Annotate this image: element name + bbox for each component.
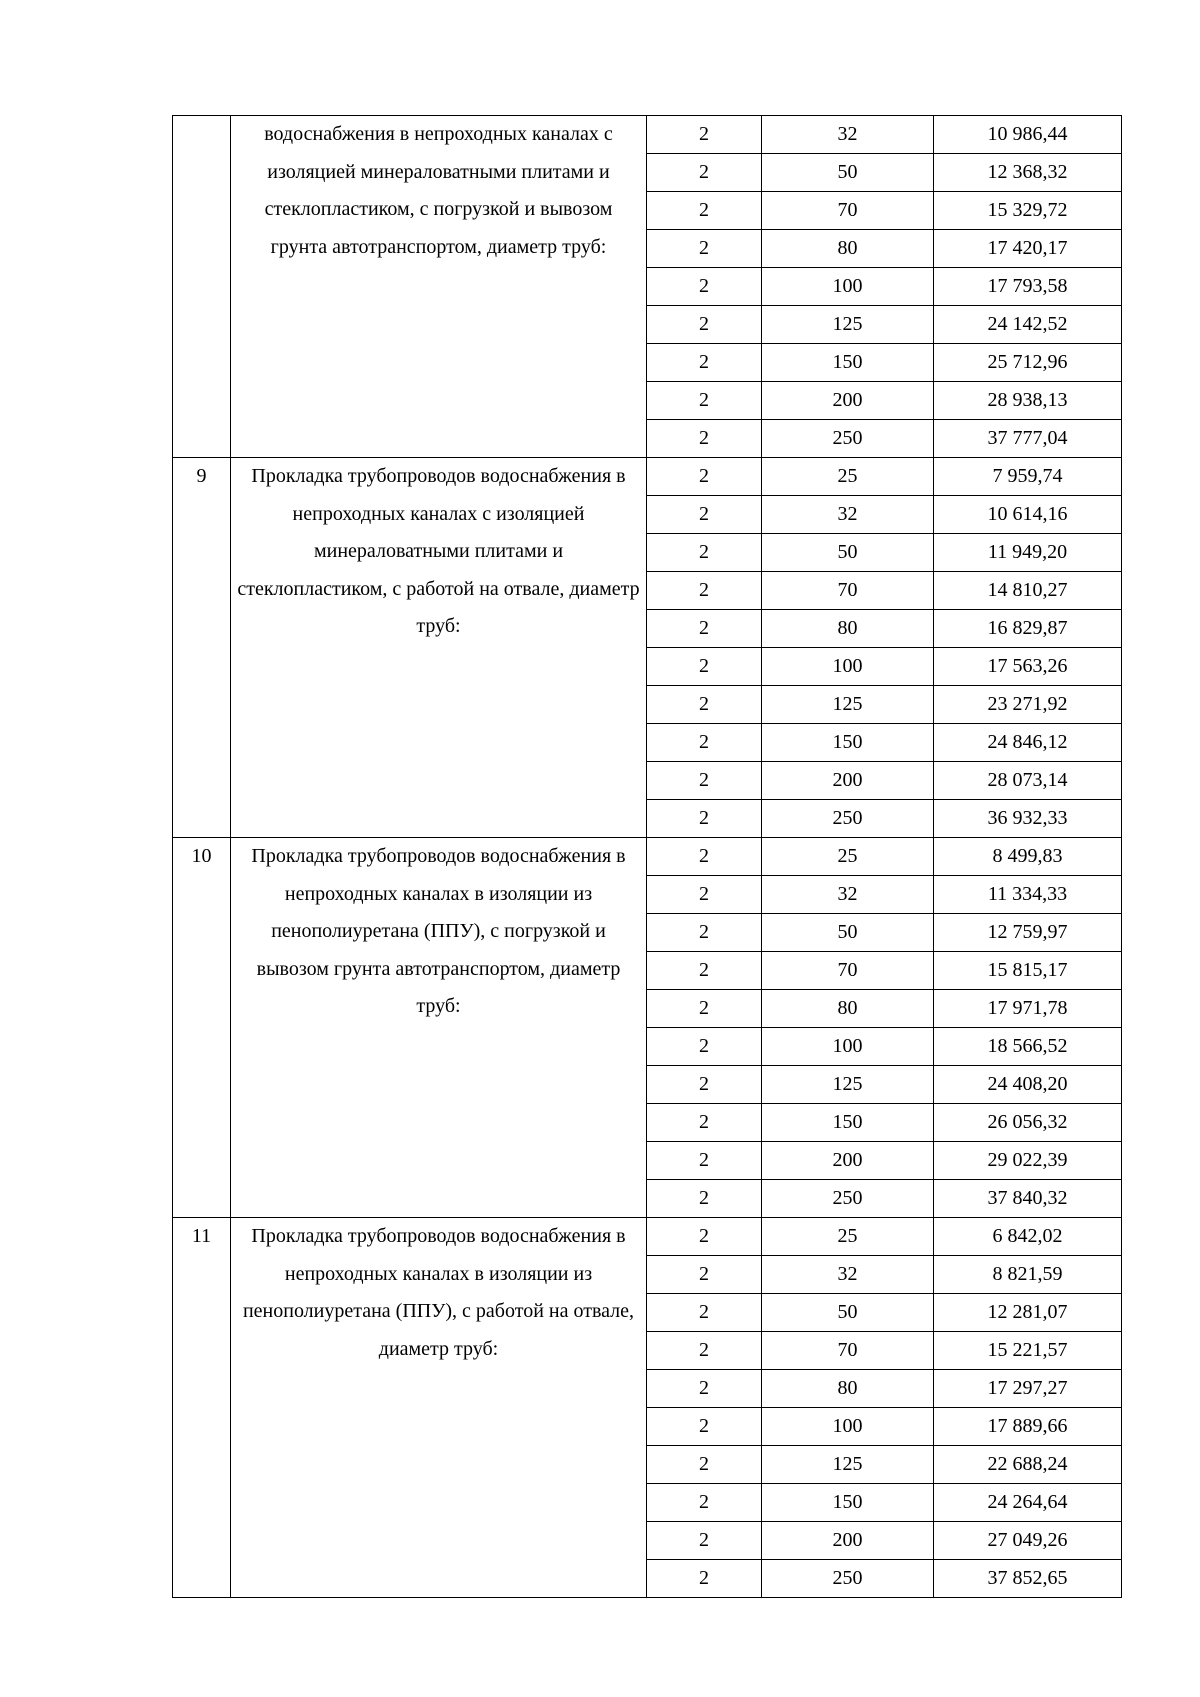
diameter-cell: 250 xyxy=(762,800,934,838)
item-description-cell xyxy=(231,1218,647,1598)
quantity-cell: 2 xyxy=(647,230,762,268)
diameter-cell: 32 xyxy=(762,116,934,154)
price-cell: 6 842,02 xyxy=(934,1218,1122,1256)
item-description: водоснабжения в непроходных каналах с изоляцией минераловатными плитами и стеклопластиком, с погрузкой и вывозом грунта автотранспортом, диаметр труб: xyxy=(264,123,613,258)
item-description: Прокладка трубопроводов водоснабжения в непроходных каналах с изоляцией минераловатными плитами и стеклопластиком, с работой на отвале, диаметр труб: xyxy=(237,465,640,638)
diameter-cell: 70 xyxy=(762,1332,934,1370)
diameter-cell: 70 xyxy=(762,572,934,610)
quantity-cell: 2 xyxy=(647,1446,762,1484)
price-cell: 17 971,78 xyxy=(934,990,1122,1028)
price-cell: 23 271,92 xyxy=(934,686,1122,724)
quantity-cell: 2 xyxy=(647,1066,762,1104)
quantity-cell: 2 xyxy=(647,1294,762,1332)
diameter-cell: 25 xyxy=(762,458,934,496)
table-row xyxy=(173,458,1122,496)
quantity-cell: 2 xyxy=(647,496,762,534)
diameter-cell: 150 xyxy=(762,724,934,762)
price-cell: 37 840,32 xyxy=(934,1180,1122,1218)
price-cell: 17 563,26 xyxy=(934,648,1122,686)
price-cell: 22 688,24 xyxy=(934,1446,1122,1484)
price-cell: 15 815,17 xyxy=(934,952,1122,990)
diameter-cell: 80 xyxy=(762,230,934,268)
price-cell: 15 329,72 xyxy=(934,192,1122,230)
diameter-cell: 125 xyxy=(762,1066,934,1104)
quantity-cell: 2 xyxy=(647,344,762,382)
table-body xyxy=(173,116,1122,1598)
diameter-cell: 200 xyxy=(762,1142,934,1180)
diameter-cell: 80 xyxy=(762,1370,934,1408)
price-cell: 15 221,57 xyxy=(934,1332,1122,1370)
price-cell: 36 932,33 xyxy=(934,800,1122,838)
price-cell: 12 759,97 xyxy=(934,914,1122,952)
diameter-cell: 100 xyxy=(762,268,934,306)
diameter-cell: 80 xyxy=(762,990,934,1028)
quantity-cell: 2 xyxy=(647,724,762,762)
diameter-cell: 200 xyxy=(762,382,934,420)
diameter-cell: 32 xyxy=(762,1256,934,1294)
price-cell: 8 821,59 xyxy=(934,1256,1122,1294)
diameter-cell: 250 xyxy=(762,1180,934,1218)
diameter-cell: 200 xyxy=(762,762,934,800)
item-number: 9 xyxy=(173,458,231,838)
quantity-cell: 2 xyxy=(647,1256,762,1294)
diameter-cell: 125 xyxy=(762,1446,934,1484)
quantity-cell: 2 xyxy=(647,1028,762,1066)
quantity-cell: 2 xyxy=(647,116,762,154)
item-description-cell xyxy=(231,458,647,838)
quantity-cell: 2 xyxy=(647,838,762,876)
quantity-cell: 2 xyxy=(647,914,762,952)
diameter-cell: 200 xyxy=(762,1522,934,1560)
diameter-cell: 32 xyxy=(762,496,934,534)
price-cell: 37 852,65 xyxy=(934,1560,1122,1598)
price-cell: 37 777,04 xyxy=(934,420,1122,458)
quantity-cell: 2 xyxy=(647,686,762,724)
quantity-cell: 2 xyxy=(647,306,762,344)
price-cell: 24 142,52 xyxy=(934,306,1122,344)
table-row xyxy=(173,838,1122,876)
item-description: Прокладка трубопроводов водоснабжения в непроходных каналах в изоляции из пенополиуретана (ППУ), с погрузкой и вывозом грунта автотранспортом, диаметр труб: xyxy=(251,845,626,1018)
diameter-cell: 80 xyxy=(762,610,934,648)
quantity-cell: 2 xyxy=(647,534,762,572)
quantity-cell: 2 xyxy=(647,990,762,1028)
price-cell: 10 986,44 xyxy=(934,116,1122,154)
quantity-cell: 2 xyxy=(647,458,762,496)
quantity-cell: 2 xyxy=(647,1560,762,1598)
diameter-cell: 100 xyxy=(762,1028,934,1066)
price-cell: 17 297,27 xyxy=(934,1370,1122,1408)
item-number xyxy=(173,116,231,458)
diameter-cell: 150 xyxy=(762,344,934,382)
price-table xyxy=(172,115,1122,1598)
diameter-cell: 250 xyxy=(762,420,934,458)
price-cell: 27 049,26 xyxy=(934,1522,1122,1560)
item-description: Прокладка трубопроводов водоснабжения в непроходных каналах в изоляции из пенополиуретана (ППУ), с работой на отвале, диаметр труб: xyxy=(242,1225,635,1360)
price-cell: 17 420,17 xyxy=(934,230,1122,268)
quantity-cell: 2 xyxy=(647,648,762,686)
price-cell: 8 499,83 xyxy=(934,838,1122,876)
diameter-cell: 125 xyxy=(762,686,934,724)
diameter-cell: 100 xyxy=(762,1408,934,1446)
price-cell: 14 810,27 xyxy=(934,572,1122,610)
diameter-cell: 25 xyxy=(762,1218,934,1256)
quantity-cell: 2 xyxy=(647,1484,762,1522)
quantity-cell: 2 xyxy=(647,1218,762,1256)
item-number: 10 xyxy=(173,838,231,1218)
price-cell: 24 264,64 xyxy=(934,1484,1122,1522)
diameter-cell: 50 xyxy=(762,914,934,952)
item-description-cell xyxy=(231,838,647,1218)
price-cell: 24 846,12 xyxy=(934,724,1122,762)
quantity-cell: 2 xyxy=(647,192,762,230)
diameter-cell: 100 xyxy=(762,648,934,686)
quantity-cell: 2 xyxy=(647,1332,762,1370)
quantity-cell: 2 xyxy=(647,952,762,990)
diameter-cell: 50 xyxy=(762,154,934,192)
quantity-cell: 2 xyxy=(647,1370,762,1408)
price-cell: 17 889,66 xyxy=(934,1408,1122,1446)
diameter-cell: 150 xyxy=(762,1104,934,1142)
diameter-cell: 250 xyxy=(762,1560,934,1598)
quantity-cell: 2 xyxy=(647,610,762,648)
quantity-cell: 2 xyxy=(647,572,762,610)
quantity-cell: 2 xyxy=(647,762,762,800)
price-cell: 25 712,96 xyxy=(934,344,1122,382)
price-cell: 11 949,20 xyxy=(934,534,1122,572)
price-cell: 12 368,32 xyxy=(934,154,1122,192)
quantity-cell: 2 xyxy=(647,420,762,458)
item-number: 11 xyxy=(173,1218,231,1598)
quantity-cell: 2 xyxy=(647,1408,762,1446)
table-row xyxy=(173,116,1122,154)
price-cell: 28 073,14 xyxy=(934,762,1122,800)
price-cell: 17 793,58 xyxy=(934,268,1122,306)
price-cell: 12 281,07 xyxy=(934,1294,1122,1332)
quantity-cell: 2 xyxy=(647,1104,762,1142)
price-cell: 7 959,74 xyxy=(934,458,1122,496)
diameter-cell: 32 xyxy=(762,876,934,914)
price-cell: 29 022,39 xyxy=(934,1142,1122,1180)
quantity-cell: 2 xyxy=(647,800,762,838)
price-cell: 10 614,16 xyxy=(934,496,1122,534)
price-cell: 18 566,52 xyxy=(934,1028,1122,1066)
price-cell: 11 334,33 xyxy=(934,876,1122,914)
table-row xyxy=(173,1218,1122,1256)
price-cell: 26 056,32 xyxy=(934,1104,1122,1142)
quantity-cell: 2 xyxy=(647,1522,762,1560)
diameter-cell: 50 xyxy=(762,1294,934,1332)
price-cell: 28 938,13 xyxy=(934,382,1122,420)
item-description-cell xyxy=(231,116,647,458)
diameter-cell: 150 xyxy=(762,1484,934,1522)
diameter-cell: 25 xyxy=(762,838,934,876)
quantity-cell: 2 xyxy=(647,1142,762,1180)
diameter-cell: 70 xyxy=(762,192,934,230)
diameter-cell: 125 xyxy=(762,306,934,344)
quantity-cell: 2 xyxy=(647,1180,762,1218)
quantity-cell: 2 xyxy=(647,382,762,420)
quantity-cell: 2 xyxy=(647,876,762,914)
diameter-cell: 70 xyxy=(762,952,934,990)
price-cell: 24 408,20 xyxy=(934,1066,1122,1104)
diameter-cell: 50 xyxy=(762,534,934,572)
quantity-cell: 2 xyxy=(647,154,762,192)
price-cell: 16 829,87 xyxy=(934,610,1122,648)
quantity-cell: 2 xyxy=(647,268,762,306)
